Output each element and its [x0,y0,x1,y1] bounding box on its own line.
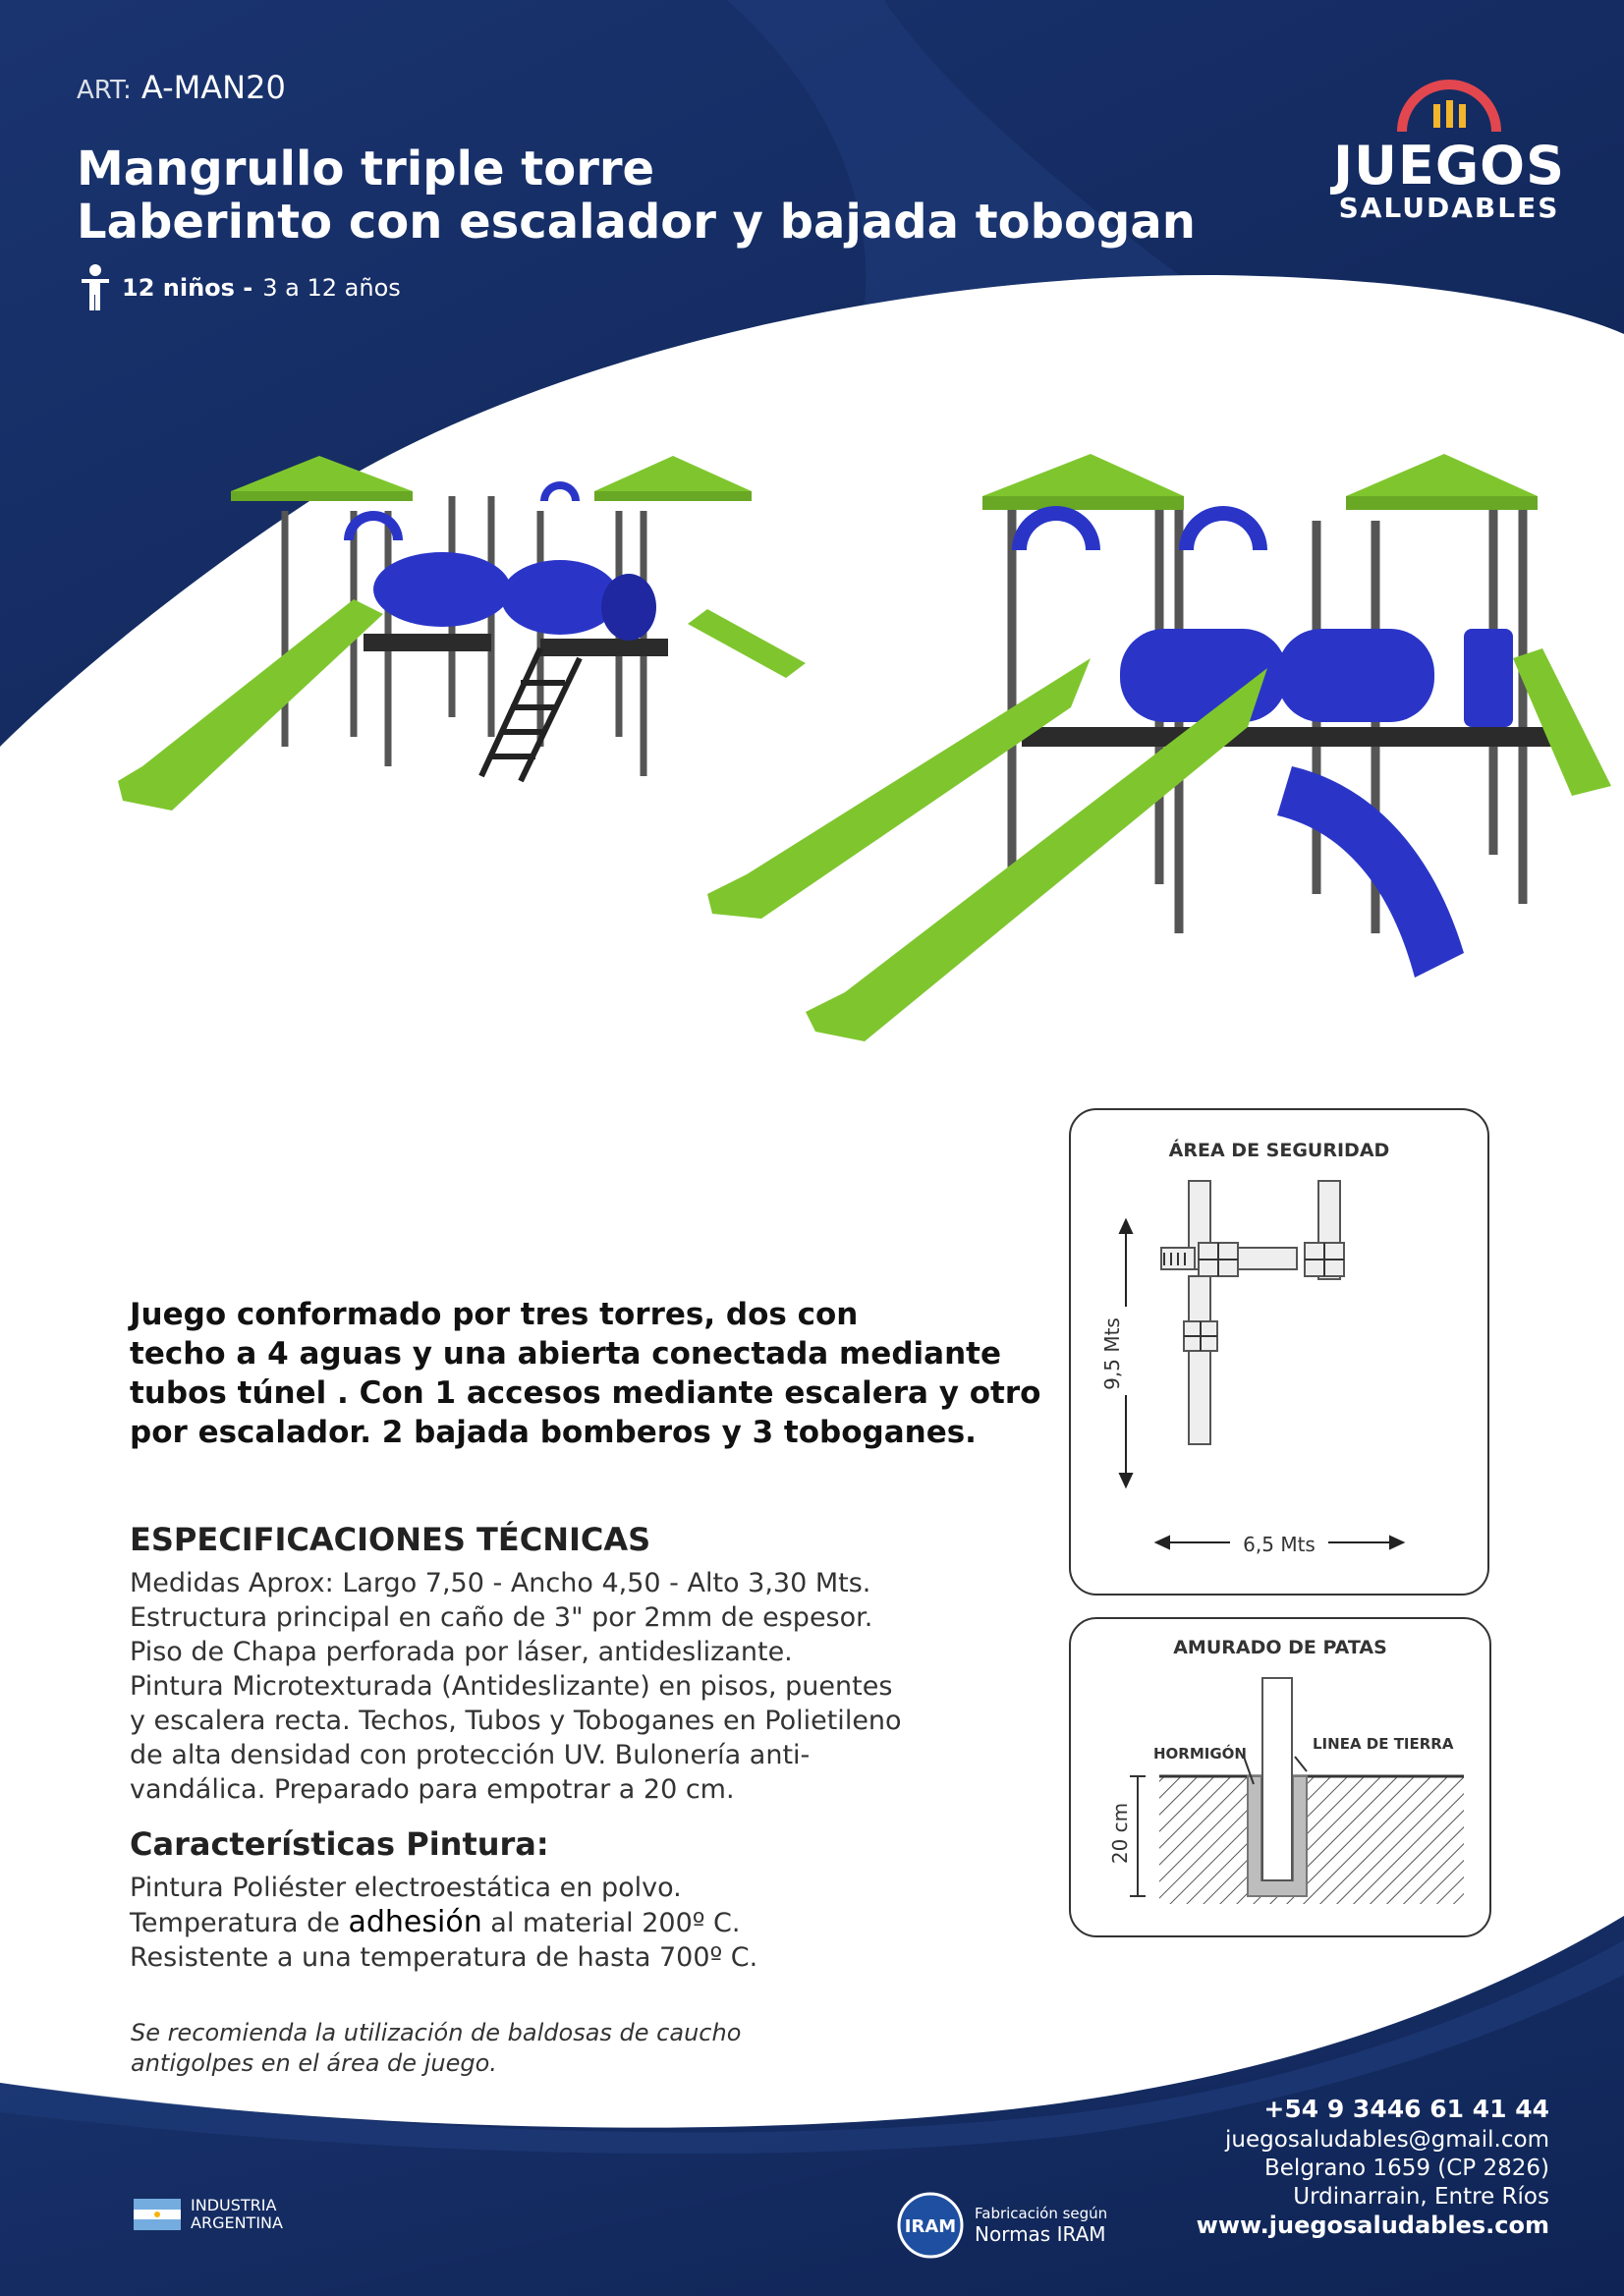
spec-line: de alta densidad con protección UV. Bulonería anti- [130,1740,811,1770]
anchoring-diagram [1071,1619,1489,1935]
paint-line-2-emphasis: adhesión [348,1905,482,1939]
description-line: por escalador. 2 bajada bomberos y 3 toboganes. [130,1415,977,1450]
note-line: antigolpes en el área de juego. [131,2049,497,2077]
spec-line: Medidas Aprox: Largo 7,50 - Ancho 4,50 - Alto 3,30 Mts. [130,1568,871,1598]
ground-line-label: LINEA DE TIERRA [1313,1735,1454,1753]
iram-line-2: Normas IRAM [975,2222,1106,2246]
safety-height-wrap [1083,1317,1142,1390]
industry-line-2: ARGENTINA [191,2213,283,2232]
iram-certification [896,2191,1107,2260]
depth-label: 20 cm [1108,1802,1132,1865]
contact-website[interactable]: www.juegosaludables.com [1196,2212,1549,2239]
specs-title: ESPECIFICACIONES TÉCNICAS [130,1521,651,1558]
industry-line-1: INDUSTRIA [191,2196,277,2214]
industria-argentina [134,2197,283,2232]
argentina-flag-icon [134,2199,181,2230]
logo-line-2: SALUDABLES [1338,192,1560,224]
article-label: ART: [77,76,132,105]
contact-address-1: Belgrano 1659 (CP 2826) [1264,2156,1549,2181]
spec-line: Estructura principal en caño de 3" por 2mm de espesor. [130,1602,873,1633]
logo-line-1: JUEGOS [1333,135,1565,196]
kids-age: 3 a 12 años [262,274,401,302]
note-line: Se recomienda la utilización de baldosas de caucho [131,2019,742,2046]
capacity-info [79,263,401,312]
iram-badge-text: IRAM [904,2216,957,2237]
paint-body [130,1871,757,1975]
safety-width-label: 6,5 Mts [1230,1533,1328,1556]
safety-area-box [1069,1108,1489,1596]
specs-body [130,1566,902,1807]
contact-block [1197,2093,1549,2240]
description-line: techo a 4 aguas y una abierta conectada mediante [130,1336,1001,1372]
concrete-label: HORMIGÓN [1153,1745,1247,1763]
title-line-1: Mangrullo triple torre [77,141,655,196]
safety-area-title: ÁREA DE SEGURIDAD [1168,1140,1390,1161]
spec-line: Piso de Chapa perforada por láser, antideslizante. [130,1637,793,1667]
paint-line-3: Resistente a una temperatura de hasta 700º C. [130,1942,758,1973]
spec-line: y escalera recta. Techos, Tubos y Toboganes en Polietileno [130,1706,902,1736]
brand-logo [1331,77,1567,223]
playground-render-front [688,442,1621,1061]
article-code [77,69,286,106]
kids-count: 12 niños - [122,274,253,302]
recommendation-note [131,2018,741,2079]
spec-line: vandálica. Preparado para empotrar a 20 cm. [130,1774,735,1805]
paint-line-2-post: al material 200º C. [481,1908,741,1938]
paint-line-2 [130,1905,757,1940]
description-line: tubos túnel . Con 1 accesos mediante escalera y otro [130,1375,1041,1411]
paint-line-1: Pintura Poliéster electroestática en polvo. [130,1873,682,1903]
product-title [77,142,1196,249]
product-description [130,1295,1041,1452]
contact-email[interactable]: juegosaludables@gmail.com [1225,2127,1549,2153]
anchoring-box [1069,1617,1491,1937]
anchoring-title: AMURADO DE PATAS [1173,1637,1387,1658]
logo-arch-icon [1390,77,1508,134]
spec-line: Pintura Microtexturada (Antideslizante) en pisos, puentes [130,1671,893,1702]
child-icon [79,263,112,312]
article-code-value: A-MAN20 [140,69,286,106]
iram-line-1: Fabricación según [975,2205,1108,2222]
safety-height-label: 9,5 Mts [1100,1317,1124,1390]
contact-phone[interactable]: +54 9 3446 61 41 44 [1263,2095,1549,2123]
paint-title: Características Pintura: [130,1825,549,1863]
contact-address-2: Urdinarrain, Entre Ríos [1293,2184,1549,2210]
paint-line-2-pre: Temperatura de [130,1908,349,1938]
description-line: Juego conformado por tres torres, dos con [130,1297,859,1332]
iram-badge-icon [896,2191,965,2260]
title-line-2: Laberinto con escalador y bajada tobogan [77,195,1196,250]
